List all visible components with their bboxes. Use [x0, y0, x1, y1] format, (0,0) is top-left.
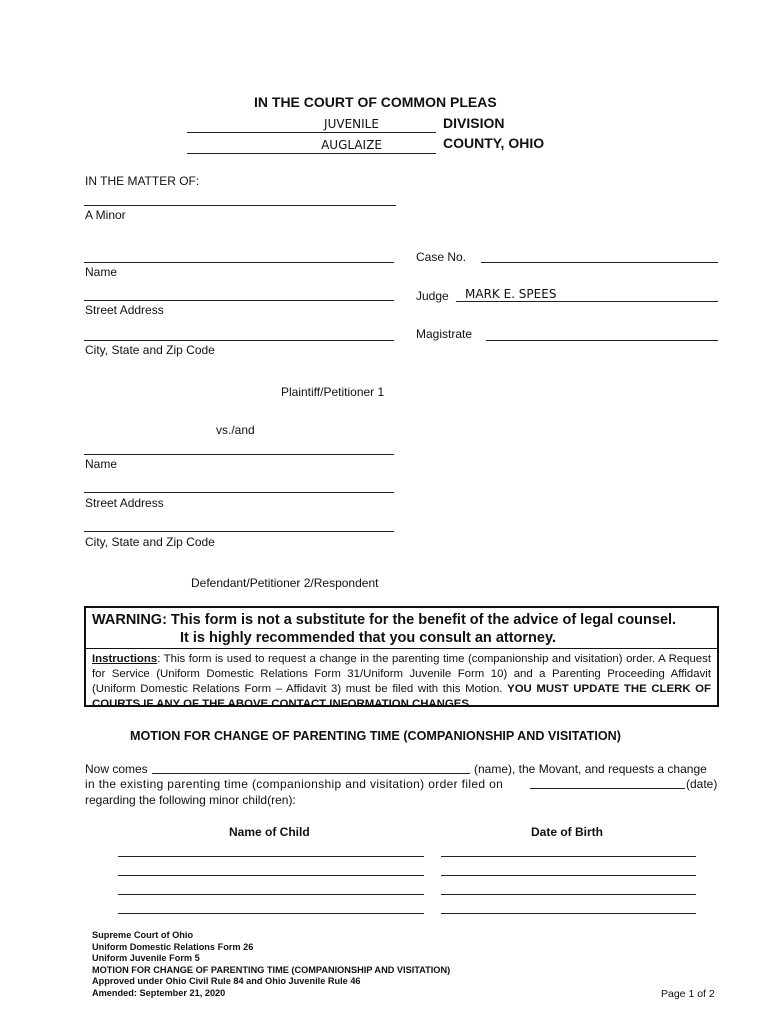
motion-line1-rest: (name), the Movant, and requests a change — [474, 762, 707, 776]
petitioner2-city-label: City, State and Zip Code — [85, 535, 215, 549]
petitioner2-role-label: Defendant/Petitioner 2/Respondent — [191, 576, 379, 590]
case-no-label: Case No. — [416, 250, 467, 264]
child-name-field-4[interactable] — [118, 913, 424, 914]
col-name-of-child: Name of Child — [229, 825, 310, 839]
county-field[interactable] — [187, 136, 436, 154]
magistrate-label: Magistrate — [416, 327, 473, 341]
judge-label: Judge — [416, 289, 449, 303]
petitioner1-city-field[interactable] — [84, 340, 394, 341]
judge-value: MARK E. SPEES — [465, 287, 557, 301]
petitioner1-name-label: Name — [85, 265, 118, 279]
warning-line2: It is highly recommended that you consult an attorney. — [180, 630, 556, 646]
magistrate-field[interactable] — [486, 340, 718, 341]
vs-label: vs./and — [216, 423, 255, 437]
division-label: DIVISION — [443, 115, 505, 131]
matter-heading: IN THE MATTER OF: — [85, 174, 200, 188]
instructions-text — [86, 648, 717, 712]
petitioner2-street-field[interactable] — [84, 492, 394, 493]
instructions-body: : This form is used to request a change in the parenting time (companionship and visitation) order. A Request for Service (Uniform Domestic Relations Form 31/Uniform Juvenile Form 10) and a Parenting Proceeding Affidavit (Uniform Domestic Relations Form – Affidavit 3) must be filed with this Motion. — [92, 653, 711, 695]
petitioner2-name-label: Name — [85, 457, 118, 471]
footer-line-5: Approved under Ohio Civil Rule 84 and Ohio Juvenile Rule 46 — [92, 976, 361, 987]
county-label: COUNTY, OHIO — [443, 135, 545, 151]
footer-line-4: MOTION FOR CHANGE OF PARENTING TIME (COMPANIONSHIP AND VISITATION) — [92, 964, 451, 975]
child-dob-field-4[interactable] — [441, 913, 696, 914]
child-name-field-3[interactable] — [118, 894, 424, 895]
court-title: IN THE COURT OF COMMON PLEAS — [254, 94, 497, 110]
petitioner1-role-label: Plaintiff/Petitioner 1 — [281, 385, 385, 399]
petitioner1-name-field[interactable] — [84, 262, 394, 263]
footer-line-6: Amended: September 21, 2020 — [92, 987, 226, 998]
petitioner1-street-field[interactable] — [84, 300, 394, 301]
form-footer — [92, 930, 450, 1000]
motion-now-comes: Now comes — [85, 762, 148, 776]
warning-line1: WARNING: This form is not a substitute for the benefit of the advice of legal counsel. — [92, 612, 677, 628]
petitioner1-street-label: Street Address — [85, 303, 164, 317]
motion-date-label: (date) — [686, 777, 718, 791]
warning-box — [84, 606, 719, 710]
page-number: Page 1 of 2 — [661, 988, 715, 1000]
minor-name-field[interactable] — [84, 205, 396, 206]
instructions-label: Instructions — [92, 653, 158, 665]
petitioner2-street-label: Street Address — [85, 496, 164, 510]
instructions-notice: YOU MUST UPDATE THE CLERK OF COURTS IF ANY OF THE ABOVE CONTACT INFORMATION CHANGES. — [92, 683, 712, 710]
order-date-field[interactable] — [530, 788, 685, 789]
child-name-field-1[interactable] — [118, 856, 424, 857]
child-name-field-2[interactable] — [118, 875, 424, 876]
minor-label: A Minor — [85, 208, 126, 222]
motion-title: MOTION FOR CHANGE OF PARENTING TIME (COMPANIONSHIP AND VISITATION) — [130, 729, 621, 743]
judge-field[interactable] — [456, 285, 718, 302]
child-dob-field-3[interactable] — [441, 894, 696, 895]
motion-line3: regarding the following minor child(ren): — [85, 793, 296, 807]
petitioner2-name-field[interactable] — [84, 454, 394, 455]
child-dob-field-1[interactable] — [441, 856, 696, 857]
footer-line-1: Supreme Court of Ohio — [92, 930, 194, 940]
motion-line2: in the existing parenting time (companionship and visitation) order filed on — [85, 777, 504, 791]
county-value: AUGLAIZE — [321, 138, 382, 152]
child-dob-field-2[interactable] — [441, 875, 696, 876]
movant-name-field[interactable] — [152, 773, 470, 774]
division-field[interactable] — [187, 115, 436, 133]
petitioner2-city-field[interactable] — [84, 531, 394, 532]
petitioner1-city-label: City, State and Zip Code — [85, 343, 215, 357]
division-value: JUVENILE — [324, 117, 379, 131]
case-no-field[interactable] — [481, 262, 718, 263]
footer-line-2: Uniform Domestic Relations Form 26 — [92, 941, 254, 952]
footer-line-3: Uniform Juvenile Form 5 — [92, 953, 200, 964]
col-date-of-birth: Date of Birth — [531, 825, 603, 839]
